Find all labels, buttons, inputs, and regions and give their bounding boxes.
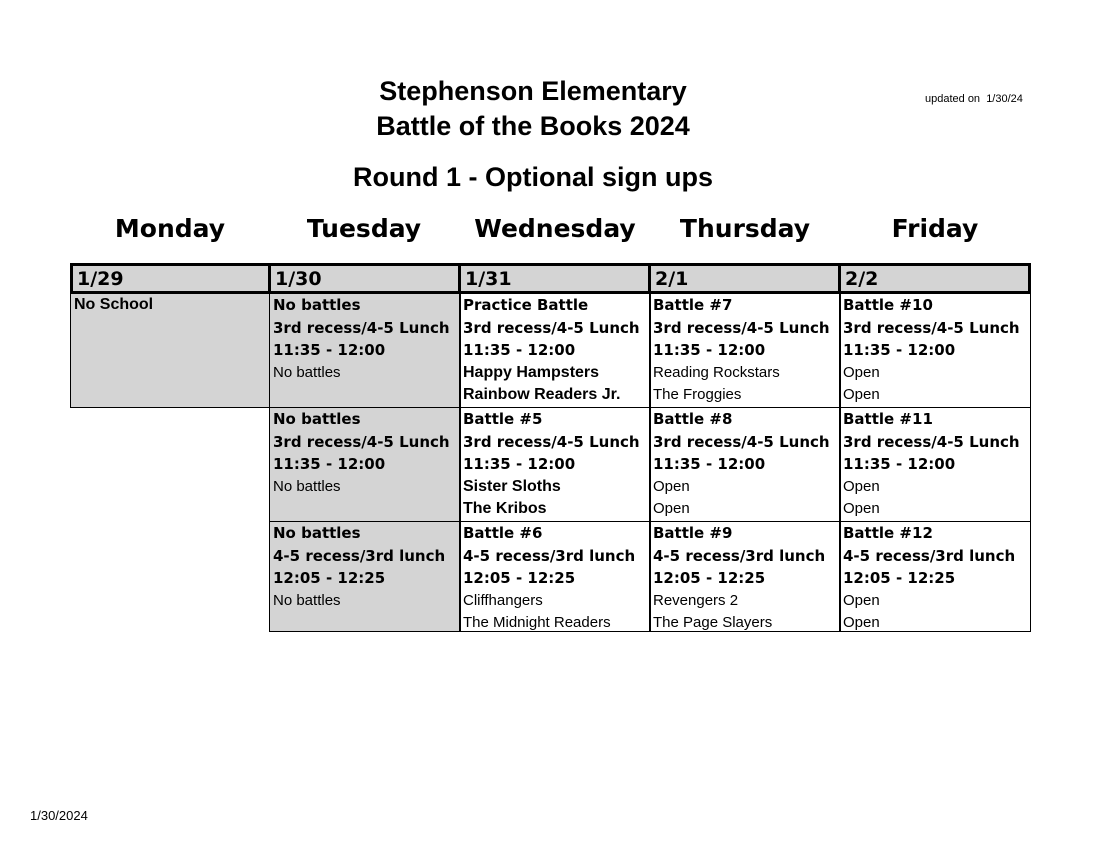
slot-team-1: Revengers 2 — [653, 591, 739, 609]
slot-team-2: The Kribos — [463, 500, 547, 518]
slot-tuesday-1 — [269, 293, 461, 408]
slot-time: 12:05 - 12:25 — [843, 569, 956, 588]
slot-team-1: Reading Rockstars — [653, 363, 780, 381]
school-title: Stephenson Elementary — [379, 76, 687, 106]
slot-wednesday-3 — [459, 521, 651, 632]
slot-recess: 3rd recess/4-5 Lunch — [653, 432, 830, 451]
slot-time: 11:35 - 12:00 — [653, 455, 766, 474]
slot-recess: 3rd recess/4-5 Lunch — [273, 318, 450, 337]
slot-title: Battle #8 — [653, 410, 733, 428]
slot-time: 12:05 - 12:25 — [463, 569, 576, 588]
slot-recess: 3rd recess/4-5 Lunch — [843, 318, 1020, 337]
slot-recess: 3rd recess/4-5 Lunch — [653, 318, 830, 337]
slot-time: 12:05 - 12:25 — [653, 569, 766, 588]
day-name-wednesday: Wednesday — [474, 214, 636, 243]
slot-team-1: Cliffhangers — [463, 591, 543, 609]
slot-team-1: No battles — [273, 363, 341, 381]
slot-time: 11:35 - 12:00 — [273, 455, 386, 474]
slot-team-2: Open — [843, 500, 880, 518]
monday-note: No School — [74, 296, 154, 313]
slot-thursday-3 — [649, 521, 841, 632]
day-name-friday: Friday — [891, 214, 979, 243]
slot-title: Battle #10 — [843, 296, 933, 314]
slot-time: 11:35 - 12:00 — [653, 341, 766, 360]
slot-team-1: Open — [843, 477, 880, 495]
slot-team-2: The Page Slayers — [653, 614, 773, 632]
slot-title: Battle #7 — [653, 296, 733, 314]
slot-team-1: Happy Hampsters — [463, 363, 600, 381]
updated-label: updated on — [925, 93, 981, 105]
date-cell-thursday: 2/1 — [648, 263, 841, 294]
slot-recess: 4-5 recess/3rd lunch — [273, 546, 446, 565]
updated-note — [925, 93, 1023, 105]
slot-title: No battles — [273, 296, 361, 314]
date-cell-wednesday: 1/31 — [458, 263, 651, 294]
slot-time: 12:05 - 12:25 — [273, 569, 386, 588]
round-title: Round 1 - Optional sign ups — [353, 162, 713, 192]
slot-team-1: No battles — [273, 591, 341, 609]
slot-recess: 3rd recess/4-5 Lunch — [463, 318, 640, 337]
slot-team-2 — [270, 612, 460, 635]
slot-title: Battle #12 — [843, 524, 933, 542]
event-title: Battle of the Books 2024 — [376, 111, 690, 141]
slot-team-2: Rainbow Readers Jr. — [463, 386, 621, 404]
day-name-thursday: Thursday — [679, 214, 811, 243]
slot-time: 11:35 - 12:00 — [843, 455, 956, 474]
slot-wednesday-2 — [459, 407, 651, 522]
slot-recess: 3rd recess/4-5 Lunch — [843, 432, 1020, 451]
slot-title: Battle #11 — [843, 410, 933, 428]
date-cell-tuesday: 1/30 — [268, 263, 461, 294]
slot-team-2: The Froggies — [653, 386, 742, 404]
slot-friday-1 — [839, 293, 1031, 408]
slot-team-2 — [270, 384, 460, 407]
slot-thursday-1 — [649, 293, 841, 408]
slot-time: 11:35 - 12:00 — [463, 341, 576, 360]
slot-time: 11:35 - 12:00 — [463, 455, 576, 474]
slot-time: 11:35 - 12:00 — [843, 341, 956, 360]
slot-recess: 4-5 recess/3rd lunch — [463, 546, 636, 565]
slot-recess: 4-5 recess/3rd lunch — [653, 546, 826, 565]
slot-friday-3 — [839, 521, 1031, 632]
updated-date: 1/30/24 — [986, 93, 1023, 105]
slot-team-1: Open — [653, 477, 690, 495]
slot-friday-2 — [839, 407, 1031, 522]
slot-title: No battles — [273, 524, 361, 542]
slot-team-1: Sister Sloths — [463, 477, 561, 495]
monday-cell — [70, 293, 270, 408]
slot-time: 11:35 - 12:00 — [273, 341, 386, 360]
slot-wednesday-1 — [459, 293, 651, 408]
slot-title: No battles — [273, 410, 361, 428]
slot-title: Battle #6 — [463, 524, 543, 542]
slot-tuesday-3 — [269, 521, 461, 632]
slot-team-2: Open — [843, 386, 880, 404]
slot-title: Practice Battle — [463, 296, 589, 314]
day-name-tuesday: Tuesday — [306, 214, 422, 243]
slot-team-1: No battles — [273, 477, 341, 495]
slot-tuesday-2 — [269, 407, 461, 522]
date-cell-monday: 1/29 — [70, 263, 271, 294]
slot-team-2: Open — [843, 614, 880, 632]
date-cell-friday: 2/2 — [838, 263, 1031, 294]
slot-recess: 3rd recess/4-5 Lunch — [273, 432, 450, 451]
slot-thursday-2 — [649, 407, 841, 522]
slot-team-2: Open — [653, 500, 690, 518]
slot-title: Battle #9 — [653, 524, 733, 542]
slot-recess: 3rd recess/4-5 Lunch — [463, 432, 640, 451]
slot-team-2: The Midnight Readers — [463, 614, 611, 632]
slot-team-2 — [270, 498, 460, 521]
slot-recess: 4-5 recess/3rd lunch — [843, 546, 1016, 565]
slot-team-1: Open — [843, 591, 880, 609]
day-name-monday: Monday — [114, 214, 226, 243]
slot-title: Battle #5 — [463, 410, 543, 428]
slot-team-1: Open — [843, 363, 880, 381]
footer-date: 1/30/2024 — [30, 808, 88, 823]
